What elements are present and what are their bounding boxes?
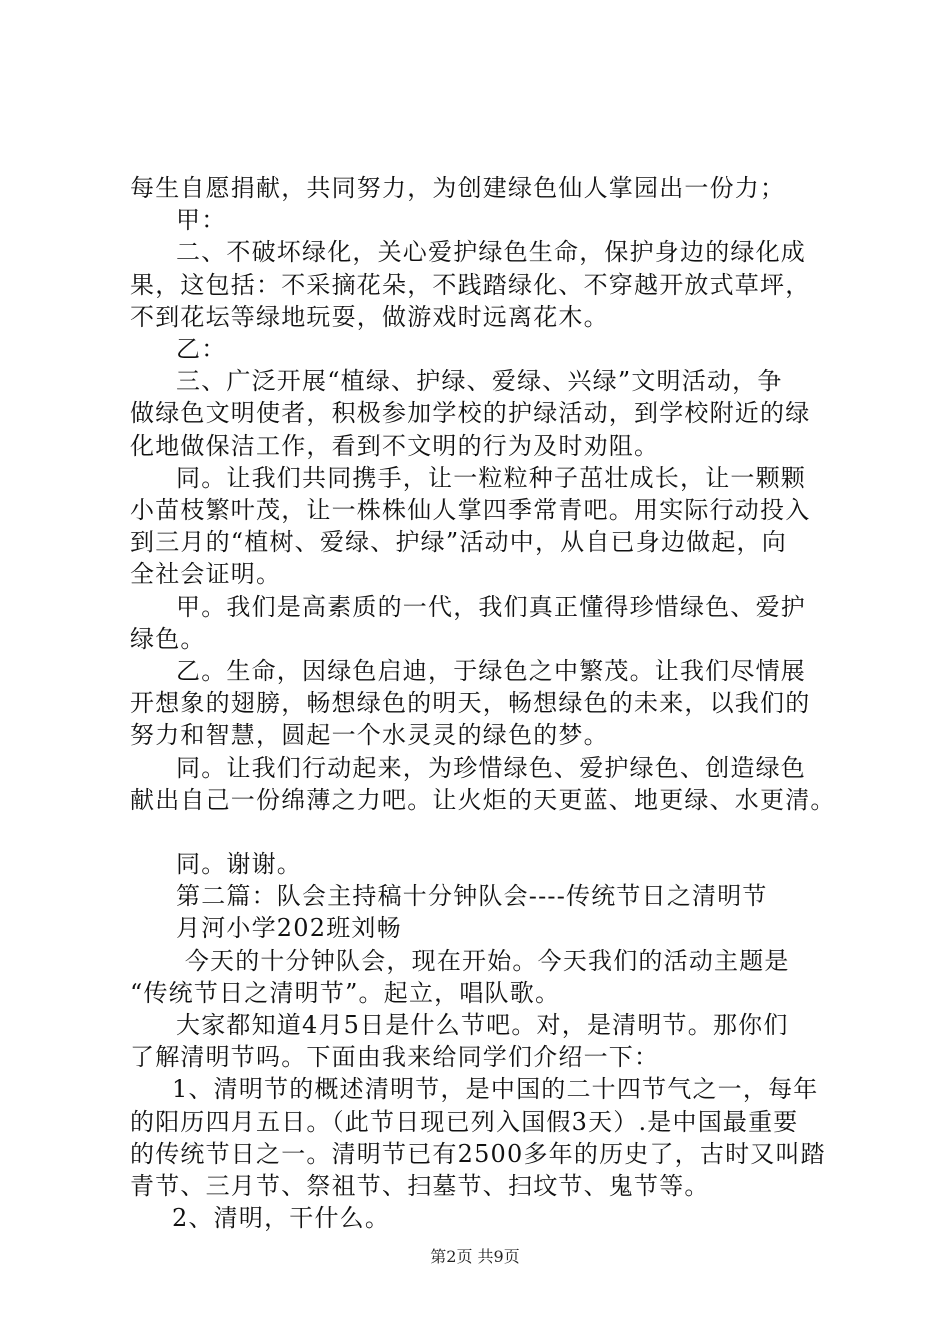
text-line: “传统节日之清明节”。起立，唱队歌。 bbox=[130, 978, 561, 1007]
text-line: 开想象的翅膀，畅想绿色的明天，畅想绿色的未来，以我们的 bbox=[130, 689, 811, 718]
text-line: 果，这包括：不采摘花朵，不践踏绿化、不穿越开放式草坪， bbox=[130, 270, 811, 299]
text-line: 二、不破坏绿化，关心爱护绿色生命，保护身边的绿化成 bbox=[176, 238, 806, 267]
text-line: 的传统节日之一。清明节已有2500多年的历史了，古时又叫踏 bbox=[130, 1139, 826, 1168]
text-line: 三、广泛开展“植绿、护绿、爱绿、兴绿”文明活动，争 bbox=[176, 367, 783, 396]
text-line: 献出自己一份绵薄之力吧。让火炬的天更蓝、地更绿、水更清。 bbox=[130, 785, 836, 814]
text-line: 青节、三月节、祭祖节、扫墓节、扫坟节、鬼节等。 bbox=[130, 1172, 710, 1201]
text-line: 努力和智慧，圆起一个水灵灵的绿色的梦。 bbox=[130, 721, 609, 750]
text-line: 今天的十分钟队会，现在开始。今天我们的活动主题是 bbox=[176, 946, 790, 975]
text-line: 同。谢谢。 bbox=[176, 850, 302, 879]
text-line: 化地做保洁工作，看到不文明的行为及时劝阻。 bbox=[130, 431, 660, 460]
text-line: 大家都知道4月5日是什么节吧。对，是清明节。那你们 bbox=[176, 1011, 789, 1040]
text-line: 绿色。 bbox=[130, 624, 206, 653]
author-line: 月河小学202班刘畅 bbox=[176, 914, 402, 943]
blank-line bbox=[130, 816, 850, 848]
text-line: 同。让我们共同携手，让一粒粒种子茁壮成长，让一颗颗 bbox=[176, 463, 806, 492]
text-line: 做绿色文明使者，积极参加学校的护绿活动，到学校附近的绿 bbox=[130, 399, 811, 428]
text-line: 乙。生命，因绿色启迪，于绿色之中繁茂。让我们尽情展 bbox=[176, 657, 806, 686]
text-line: 同。让我们行动起来，为珍惜绿色、爱护绿色、创造绿色 bbox=[176, 753, 806, 782]
text-line: 的阳历四月五日。（此节日现已列入国假3天）.是中国最重要 bbox=[130, 1107, 799, 1136]
text-line: 甲。我们是高素质的一代，我们真正懂得珍惜绿色、爱护 bbox=[176, 592, 806, 621]
page-footer: 第2页 共9页 bbox=[430, 1247, 520, 1266]
text-line: 小苗枝繁叶茂，让一株株仙人掌四季常青吧。用实际行动投入 bbox=[130, 496, 811, 525]
text-line: 1、清明节的概述清明节，是中国的二十四节气之一，每年 bbox=[172, 1075, 819, 1104]
section-heading: 第二篇：队会主持稿十分钟队会----传统节日之清明节 bbox=[176, 882, 768, 911]
text-line: 甲： bbox=[176, 206, 227, 235]
text-line: 到三月的“植树、爱绿、护绿”活动中，从自已身边做起，向 bbox=[130, 528, 787, 557]
text-line: 不到花坛等绿地玩耍，做游戏时远离花木。 bbox=[130, 302, 609, 331]
text-line: 2、清明，干什么。 bbox=[172, 1204, 391, 1233]
text-line: 乙： bbox=[176, 335, 227, 364]
text-line: 了解清明节吗。下面由我来给同学们介绍一下： bbox=[130, 1043, 660, 1072]
text-line: 每生自愿捐献，共同努力，为创建绿色仙人掌园出一份力； bbox=[130, 174, 786, 202]
document-body bbox=[130, 172, 850, 1235]
text-line: 全社会证明。 bbox=[130, 560, 282, 589]
